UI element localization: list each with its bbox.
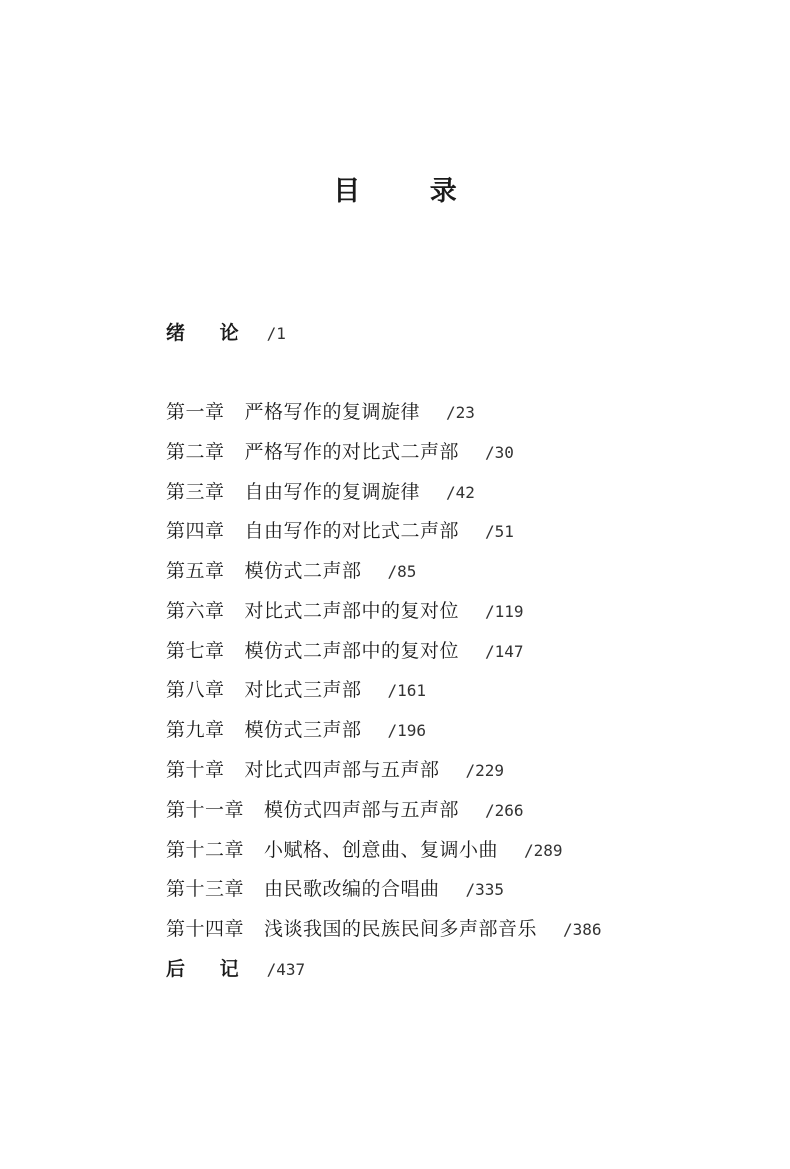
toc-entry-page: /386	[563, 920, 602, 939]
toc-entry-title: 由民歌改编的合唱曲	[264, 878, 440, 900]
toc-entry-title: 对比式二声部中的复对位	[244, 600, 460, 622]
toc-entry-title: 对比式三声部	[244, 679, 362, 701]
toc-entry-label: 后 记	[166, 958, 253, 980]
toc-entry-chapter-4[interactable]	[166, 516, 514, 546]
toc-entry-chapter-8[interactable]	[166, 675, 426, 705]
toc-entry-page: /30	[485, 443, 514, 462]
toc-entry-page: /147	[485, 642, 524, 661]
toc-entry-label: 第八章	[166, 679, 225, 701]
toc-entry-title: 自由写作的复调旋律	[244, 481, 421, 503]
toc-entry-chapter-3[interactable]	[166, 477, 475, 507]
toc-entry-chapter-1[interactable]	[166, 397, 475, 427]
toc-entry-title: 严格写作的复调旋律	[244, 401, 421, 423]
toc-entry-label: 第十一章	[166, 799, 245, 821]
toc-entry-page: /437	[266, 960, 306, 979]
toc-entry-afterword[interactable]	[166, 954, 305, 984]
toc-entry-page: /161	[387, 681, 427, 700]
toc-entry-page: /1	[266, 324, 286, 343]
toc-entry-page: /85	[387, 562, 417, 581]
toc-entry-label: 绪 论	[166, 322, 253, 344]
toc-entry-chapter-9[interactable]	[166, 715, 426, 745]
toc-entry-chapter-12[interactable]	[166, 835, 563, 865]
toc-entry-label: 第六章	[166, 600, 225, 622]
toc-entry-intro[interactable]	[166, 318, 286, 348]
toc-entry-page: /229	[465, 761, 505, 780]
toc-entry-label: 第七章	[166, 640, 225, 662]
toc-entry-page: /196	[387, 721, 427, 740]
toc-entry-chapter-14[interactable]	[166, 914, 602, 944]
toc-entry-title: 小赋格、创意曲、复调小曲	[264, 839, 499, 861]
toc-entry-label: 第五章	[166, 560, 225, 582]
toc-entry-chapter-7[interactable]	[166, 636, 524, 666]
toc-entry-title: 对比式四声部与五声部	[244, 759, 440, 781]
toc-entry-label: 第一章	[166, 401, 225, 423]
toc-entry-page: /289	[524, 841, 563, 860]
toc-entry-page: /266	[485, 801, 524, 820]
toc-entry-label: 第二章	[166, 441, 225, 463]
toc-entry-title: 自由写作的对比式二声部	[244, 520, 460, 542]
toc-entry-title: 模仿式三声部	[244, 719, 362, 741]
toc-entry-title: 模仿式二声部	[244, 560, 362, 582]
toc-entry-title: 模仿式二声部中的复对位	[244, 640, 460, 662]
page-title: 目 录	[333, 176, 487, 207]
toc-entry-chapter-10[interactable]	[166, 755, 504, 785]
toc-entry-chapter-5[interactable]	[166, 556, 416, 586]
toc-entry-label: 第十章	[166, 759, 225, 781]
toc-entry-label: 第三章	[166, 481, 225, 503]
toc-entry-label: 第四章	[166, 520, 225, 542]
toc-entry-label: 第十三章	[166, 878, 245, 900]
toc-entry-title: 浅谈我国的民族民间多声部音乐	[264, 918, 538, 940]
toc-entry-chapter-13[interactable]	[166, 874, 504, 904]
toc-entry-label: 第十四章	[166, 918, 245, 940]
toc-entry-page: /42	[446, 483, 475, 502]
toc-entry-label: 第十二章	[166, 839, 245, 861]
toc-entry-title: 严格写作的对比式二声部	[244, 441, 460, 463]
toc-entry-page: /335	[465, 880, 505, 899]
toc-entry-label: 第九章	[166, 719, 225, 741]
toc-entry-chapter-2[interactable]	[166, 437, 514, 467]
toc-entry-page: /51	[485, 522, 514, 541]
toc-entry-chapter-11[interactable]	[166, 795, 524, 825]
toc-entry-chapter-6[interactable]	[166, 596, 524, 626]
toc-entry-page: /23	[446, 403, 475, 422]
toc-entry-page: /119	[485, 602, 524, 621]
toc-entry-title: 模仿式四声部与五声部	[264, 799, 460, 821]
